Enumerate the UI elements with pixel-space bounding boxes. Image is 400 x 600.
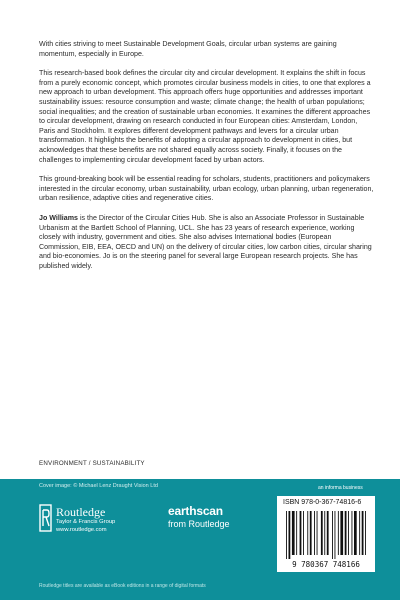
barcode-bar (354, 511, 357, 555)
barcode-bar (303, 511, 304, 555)
barcode-bar (317, 511, 318, 555)
barcode-bar (314, 511, 315, 555)
isbn-barcode (277, 496, 375, 572)
barcode-bar (324, 511, 325, 555)
earthscan-logo (168, 504, 248, 538)
barcode-bar (352, 511, 353, 555)
description-paragraph: This research-based book defines the circular city and circular development. It explains the shift in focus from a purely economic concept, which promotes circular business models in cities, to one that explores a new approach to urban development. This approach offers huge opportunities and addresses important sustainability issues: resource consumption and waste; climate change; the health of urban populations; social inequalities; and the creation of sustainable urban economies. It examines the different approaches to circular development, drawing on research conducted in four European cities: Amsterdam, London, Paris and Stockholm. It explores different development pathways and levers for a circular urban transformation. It highlights the benefits of adopting a circular approach to development in cities, but acknowledges that these benefits are not shared equally across society. Finally, it focuses on the challenges to implementing circular development faced by urban actors. (39, 69, 371, 164)
author-bio-text: is the Director of the Circular Cities Hub. She is also an Associate Professor in Sustainable Urbanism at the Bartlett School of Planning, UCL. She has 23 years of research experience, working closely with industry, government and cities. She also advises International bodies (European Commission, EIB, EEA, OECD and UN) on the delivery of circular cities, low carbon cities, circular sharing and bio-economies. Jo is on the steering panel for several large European research projects. She has published widely. (39, 213, 372, 270)
barcode-bar (292, 511, 295, 555)
barcode-bar (348, 511, 349, 555)
routledge-logo (39, 504, 139, 538)
intro-paragraph: With cities striving to meet Sustainable Development Goals, circular urban systems are gaining momentum, especially in Europe. (39, 40, 337, 58)
barcode-bar (345, 511, 347, 555)
barcode-bar (321, 511, 323, 555)
routledge-subtitle: Taylor & Francis Group (56, 519, 116, 525)
isbn-label: ISBN 978-0-367-74816-6 (283, 499, 362, 506)
ebook-note: Routledge titles are available as eBook editions in a range of digital formats (39, 583, 206, 589)
publisher-band (0, 479, 400, 600)
back-cover-text (39, 40, 374, 281)
barcode-bar (289, 511, 291, 559)
barcode-bar (365, 511, 366, 555)
barcode-icon (280, 509, 372, 569)
earthscan-subtitle: from Routledge (168, 519, 230, 529)
barcode-bar (327, 511, 329, 555)
barcode-bar (307, 511, 308, 555)
barcode-bar (338, 511, 339, 555)
author-name: Jo Williams (39, 213, 78, 222)
audience-paragraph: This ground-breaking book will be essential reading for scholars, students, practitioners and policymakers interested in the circular economy, urban sustainability, urban ecology, urban planning, urban regeneration, urban resilience, adaptive cities and regenerative cities. (39, 175, 374, 203)
barcode-bar (335, 511, 336, 559)
barcode-bar (310, 511, 312, 555)
author-bio (39, 214, 374, 272)
barcode-digits: 9 780367 748166 (292, 560, 360, 569)
barcode-bar (286, 511, 287, 559)
barcode-bar (332, 511, 333, 559)
cover-credit: Cover image: © Michael Lenz Draught Vision Ltd (39, 483, 158, 489)
routledge-name: Routledge (56, 505, 106, 519)
barcode-bar (362, 511, 364, 555)
routledge-mark-icon (39, 504, 52, 532)
barcode-bar (340, 511, 343, 555)
barcode-bar (300, 511, 302, 555)
subject-category: ENVIRONMENT / SUSTAINABILITY (39, 460, 145, 467)
barcode-bar (296, 511, 297, 555)
barcode-bar (359, 511, 360, 555)
routledge-website: www.routledge.com (56, 527, 107, 533)
informa-tagline: an informa business (318, 485, 363, 491)
earthscan-name: earthscan (168, 504, 223, 518)
